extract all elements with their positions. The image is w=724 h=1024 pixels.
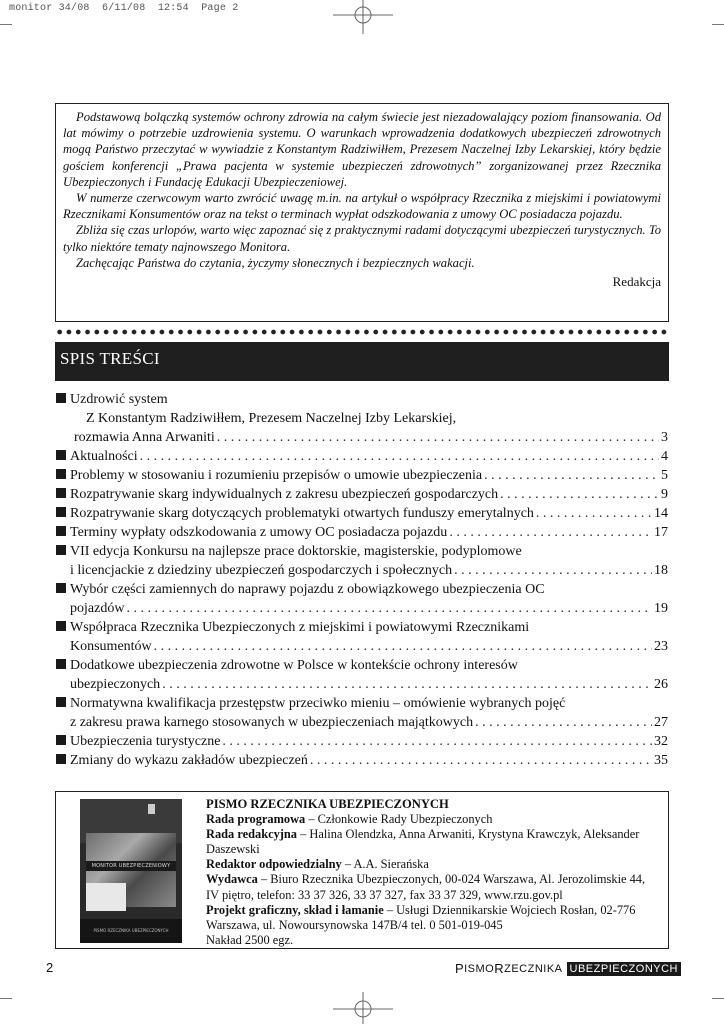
dot-leader bbox=[310, 751, 652, 770]
toc-entry-title: Terminy wypłaty odszkodowania z umowy OC posiadacza pojazdu bbox=[70, 525, 448, 540]
imprint-box bbox=[55, 791, 669, 949]
toc-entry[interactable] bbox=[56, 694, 668, 732]
imprint-text bbox=[206, 797, 661, 948]
toc-entry-title: VII edycja Konkursu na najlepsze prace doktorskie, magisterskie, podyplomowe bbox=[70, 544, 522, 559]
editorial-signature: Redakcja bbox=[612, 274, 661, 290]
running-head-cap: P bbox=[454, 961, 465, 976]
logo-icon bbox=[148, 804, 155, 814]
square-bullet-icon bbox=[56, 659, 66, 669]
toc-entry-title-cont: Konsumentów bbox=[70, 639, 152, 654]
dot-leader bbox=[500, 485, 659, 504]
square-bullet-icon bbox=[56, 488, 66, 498]
toc-page-number: 3 bbox=[661, 430, 668, 445]
dot-leader bbox=[449, 523, 652, 542]
toc-entry-title: Problemy w stosowaniu i rozumieniu przepisów o umowie ubezpieczenia bbox=[70, 468, 483, 483]
crop-mark bbox=[712, 24, 724, 25]
imprint-value: – Członkowie Rady Ubezpieczonych bbox=[305, 812, 493, 827]
registration-mark-icon bbox=[333, 992, 393, 1024]
toc-page-number: 32 bbox=[654, 734, 668, 749]
toc-entry[interactable] bbox=[56, 390, 668, 447]
editorial-paragraph: W numerze czerwcowym warto zwrócić uwagę m.in. na artykuł o współpracy Rzecznika z miejskimi i powiatowymi Rzecznikami Konsumentów oraz na tekst o terminach wypłat odszkodowania z umowy OC posiadacza pojazdu. bbox=[63, 191, 661, 222]
running-head-text: ISMO bbox=[464, 962, 495, 975]
dot-leader bbox=[222, 732, 652, 751]
dotted-divider bbox=[55, 326, 669, 338]
square-bullet-icon bbox=[56, 545, 66, 555]
dot-leader bbox=[484, 466, 659, 485]
toc-entry-title: Ubezpieczenia turystyczne bbox=[70, 734, 221, 749]
imprint-label: Rada redakcyjna bbox=[206, 827, 297, 842]
imprint-row bbox=[206, 857, 661, 872]
print-slug: monitor 34/08 6/11/08 12:54 Page 2 bbox=[9, 3, 239, 14]
square-bullet-icon bbox=[56, 526, 66, 536]
toc-entry-title: Rozpatrywanie skarg dotyczących problematyki otwartych funduszy emerytalnych bbox=[70, 506, 534, 521]
toc-page-number: 18 bbox=[654, 563, 668, 578]
square-bullet-icon bbox=[56, 469, 66, 479]
toc-entry[interactable] bbox=[56, 523, 668, 542]
toc-page-number: 23 bbox=[654, 639, 668, 654]
toc-entry-subtitle: Z Konstantym Radziwiłłem, Prezesem Naczelnej Izby Lekarskiej, bbox=[86, 411, 457, 426]
dot-leader bbox=[162, 675, 652, 694]
imprint-value: – Biuro Rzecznika Ubezpieczonych, 00-024 Warszawa, Al. Jerozolimskie 44, IV piętro, telefon: 33 37 326, 33 37 327, fax 33 37 329, www.rzu.gov.pl bbox=[206, 872, 646, 902]
imprint-label: Projekt graficzny, skład i łamanie bbox=[206, 902, 384, 917]
toc-entry[interactable] bbox=[56, 485, 668, 504]
dot-leader bbox=[475, 713, 652, 732]
toc-page-number: 14 bbox=[654, 506, 668, 521]
toc-entry[interactable] bbox=[56, 447, 668, 466]
toc-page-number: 17 bbox=[654, 525, 668, 540]
dot-leader bbox=[454, 561, 652, 580]
imprint-label: Redaktor odpowiedzialny bbox=[206, 857, 342, 872]
square-bullet-icon bbox=[56, 754, 66, 764]
circulation: Nakład 2500 egz. bbox=[206, 932, 294, 947]
running-head-cap: R bbox=[494, 961, 505, 976]
toc-entry-title-cont: z zakresu prawa karnego stosowanych w ubezpieczeniach majątkowych bbox=[70, 715, 474, 730]
toc-entry[interactable] bbox=[56, 504, 668, 523]
toc-page-number: 19 bbox=[654, 601, 668, 616]
toc-entry-title-cont: i licencjackie z dziedziny ubezpieczeń gospodarczych i społecznych bbox=[70, 563, 453, 578]
square-bullet-icon bbox=[56, 697, 66, 707]
imprint-label: Rada programowa bbox=[206, 812, 306, 827]
dot-leader bbox=[154, 637, 652, 656]
toc-entry-title: Wybór części zamiennych do naprawy pojazdu z obowiązkowego ubezpieczenia OC bbox=[70, 582, 545, 597]
square-bullet-icon bbox=[56, 450, 66, 460]
running-head bbox=[455, 961, 681, 976]
registration-mark-icon bbox=[333, 0, 393, 34]
page-number: 2 bbox=[46, 960, 54, 975]
toc-title: SPIS TREŚCI bbox=[55, 342, 669, 381]
toc-page-number: 5 bbox=[661, 468, 668, 483]
cover-footer-text: PISMO RZECZNIKA UBEZPIECZONYCH bbox=[93, 928, 169, 933]
toc-entry-title: Uzdrowić system bbox=[70, 392, 168, 407]
toc-entry-title-cont: pojazdów bbox=[70, 601, 125, 616]
editorial-paragraph: Zachęcając Państwa do czytania, życzymy słonecznych i bezpiecznych wakacji. bbox=[76, 255, 475, 270]
imprint-label: Wydawca bbox=[206, 872, 258, 887]
imprint-row bbox=[206, 903, 661, 933]
crop-mark bbox=[712, 998, 724, 999]
square-bullet-icon bbox=[56, 621, 66, 631]
toc-entry-title-cont: ubezpieczonych bbox=[70, 677, 161, 692]
square-bullet-icon bbox=[56, 507, 66, 517]
imprint-value: – Usługi Dziennikarskie Wojciech Rosłan, 02-776 Warszawa, ul. Nowoursynowska 147B/4 tel. 0 501-019-045 bbox=[206, 902, 636, 932]
crop-mark bbox=[0, 24, 12, 25]
toc-page-number: 26 bbox=[654, 677, 668, 692]
square-bullet-icon bbox=[56, 735, 66, 745]
toc-entry[interactable] bbox=[56, 618, 668, 656]
crop-mark bbox=[0, 998, 12, 999]
editorial-paragraph: Zbliża się czas urlopów, warto więc zapoznać się z praktycznymi radami dotyczącymi ubezpieczeń turystycznych. To tylko niektóre tematy najnowszego Monitora. bbox=[63, 223, 661, 254]
toc-entry-title: Zmiany do wykazu zakładów ubezpieczeń bbox=[70, 753, 308, 768]
imprint-value: – A.A. Sierańska bbox=[341, 857, 429, 872]
toc-page-number: 9 bbox=[661, 487, 668, 502]
table-of-contents bbox=[56, 390, 668, 770]
toc-entry[interactable] bbox=[56, 732, 668, 751]
toc-entry[interactable] bbox=[56, 466, 668, 485]
running-head-inverted: UBEZPIECZONYCH bbox=[567, 962, 681, 976]
imprint-row bbox=[206, 812, 661, 827]
imprint-title: PISMO RZECZNIKA UBEZPIECZONYCH bbox=[206, 797, 449, 811]
toc-entry[interactable] bbox=[56, 580, 668, 618]
toc-entry-title: Dodatkowe ubezpieczenia zdrowotne w Polsce w kontekście ochrony interesów bbox=[70, 658, 518, 673]
toc-entry-title: Normatywna kwalifikacja przestępstw przeciwko mieniu – omówienie wybranych pojęć bbox=[70, 696, 566, 711]
magazine-cover-image bbox=[80, 799, 182, 943]
toc-entry-title: Rozpatrywanie skarg indywidualnych z zakresu ubezpieczeń gospodarczych bbox=[70, 487, 499, 502]
imprint-value: – Halina Olendzka, Anna Arwaniti, Krystyna Krawczyk, Aleksander Daszewski bbox=[206, 827, 640, 857]
toc-page-number: 4 bbox=[661, 449, 668, 464]
square-bullet-icon bbox=[56, 583, 66, 593]
dot-leader bbox=[536, 504, 652, 523]
toc-entry-title: Współpraca Rzecznika Ubezpieczonych z miejskimi i powiatowymi Rzecznikami bbox=[70, 620, 530, 635]
dot-leader bbox=[140, 447, 659, 466]
toc-entry[interactable] bbox=[56, 751, 668, 770]
square-bullet-icon bbox=[56, 393, 66, 403]
toc-page-number: 35 bbox=[654, 753, 668, 768]
toc-entry[interactable] bbox=[56, 656, 668, 694]
cover-title: MONITOR UBEZPIECZENIOWY bbox=[91, 863, 171, 869]
imprint-row bbox=[206, 872, 661, 902]
imprint-row bbox=[206, 827, 661, 857]
dot-leader bbox=[217, 428, 659, 447]
toc-page-number: 27 bbox=[654, 715, 668, 730]
editorial-box bbox=[55, 103, 669, 322]
running-head-text: ZECZNIKA bbox=[504, 962, 563, 975]
toc-entry-subtitle: rozmawia Anna Arwaniti bbox=[74, 430, 215, 445]
editorial-paragraph: Podstawową bolączką systemów ochrony zdrowia na całym świecie jest niezadowalający poziom finansowania. Od lat mówimy o potrzebie uzdrowienia systemu. O warunkach wprowadzenia dodatkowych ubezpieczeń zdrowotnych mogą Państwo przeczytać w wywiadzie z Konstantym Radziwiłłem, Prezesem Naczelnej Izby Lekarskiej, który będzie gościem konferencji „Prawa pacjenta w systemie ubezpieczeń zdrowotnych” zorganizowanej przez Rzecznika Ubezpieczonych i Fundację Edukacji Ubezpieczeniowej. bbox=[63, 110, 661, 189]
dot-leader bbox=[126, 599, 652, 618]
toc-entry[interactable] bbox=[56, 542, 668, 580]
toc-entry-title: Aktualności bbox=[70, 449, 138, 464]
